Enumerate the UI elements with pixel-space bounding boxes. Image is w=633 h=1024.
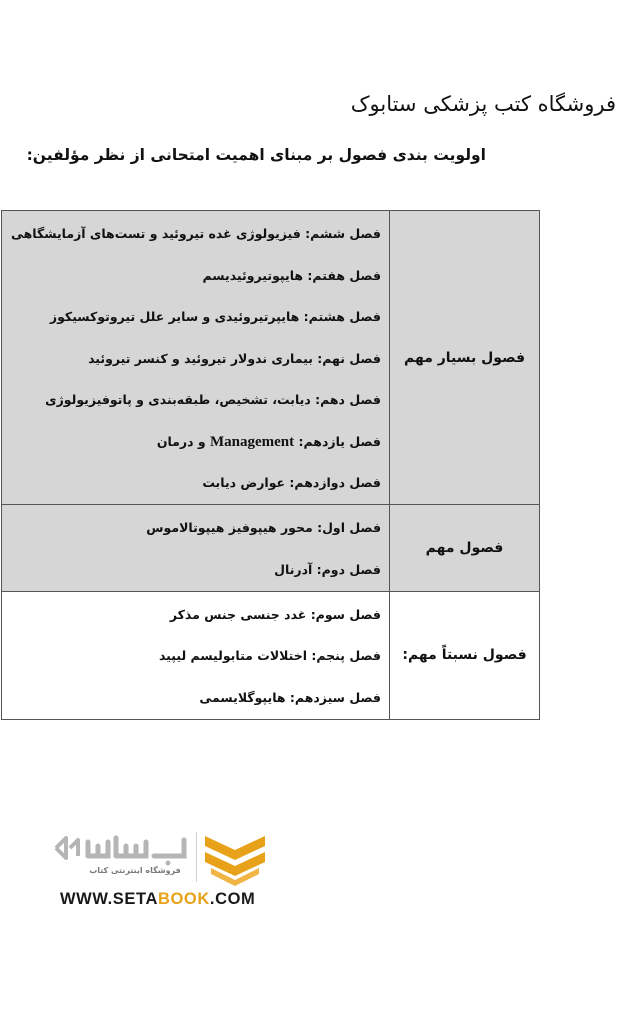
chapter-item: فصل سیزدهم: هایپوگلایسمی [199, 689, 381, 705]
chapter-item: فصل دوم: آدرنال [274, 561, 381, 577]
chapter-item: فصل هشتم: هایپرتیروئیدی و سایر علل تیروتوکسیکوز [49, 309, 381, 324]
logo-wordmark [50, 828, 190, 868]
chapter-priority-table [1, 210, 540, 720]
chapter-list [6, 517, 381, 581]
chapter-list-cell [2, 591, 390, 719]
logo-tagline: فروشگاه اینترنتی کتاب [89, 866, 181, 875]
category-relatively-important: فصول نسبتاً مهم: [390, 591, 540, 719]
website-url [60, 890, 255, 909]
chapter-list-cell [2, 211, 390, 505]
document-subtitle: اولویت بندی فصول بر مبنای اهمیت امتحانی از نظر مؤلفین: [26, 146, 486, 164]
url-prefix: WWW.SETA [60, 890, 158, 908]
chapter-item: فصل ششم: فیزیولوژی غده تیروئید و تست‌های آزمایشگاهی [10, 226, 381, 241]
book-stack-icon [203, 830, 267, 886]
chapter-item: فصل هفتم: هایپوتیروئیدیسم [202, 267, 381, 283]
chapter-suffix: و درمان [156, 433, 210, 449]
chapter-item: فصل پنجم: اختلالات متابولیسم لیپید [158, 648, 381, 663]
chapter-item: فصل دهم: دیابت، تشخیص، طبقه‌بندی و پاتوفیزیولوژی [45, 392, 381, 407]
table-row-very-important [2, 211, 540, 505]
category-important: فصول مهم [390, 505, 540, 592]
chapter-label: فصل یازدهم: [294, 433, 381, 449]
chapter-item-eleven [6, 431, 381, 473]
store-title: فروشگاه کتب پزشکی ستابوک [350, 92, 616, 116]
logo-divider [196, 832, 197, 882]
url-accent: BOOK [157, 890, 210, 908]
category-very-important: فصول بسیار مهم [390, 211, 540, 505]
chapter-item: فصل نهم: بیماری ندولار تیروئید و کنسر تیروئید [88, 350, 381, 366]
chapter-item: فصل اول: محور هیپوفیز هیپوتالاموس [146, 520, 381, 535]
table-row-relatively-important [2, 591, 540, 719]
chapter-item: فصل سوم: غدد جنسی جنس مذکر [169, 606, 381, 622]
chapter-item: فصل دوازدهم: عوارض دیابت [202, 475, 381, 490]
chapter-list [6, 604, 381, 709]
chapter-list [6, 223, 381, 494]
url-suffix: .COM [209, 890, 256, 908]
chapter-list-cell [2, 505, 390, 592]
table-row-important [2, 505, 540, 592]
chapter-latin-term: Management [210, 433, 295, 450]
